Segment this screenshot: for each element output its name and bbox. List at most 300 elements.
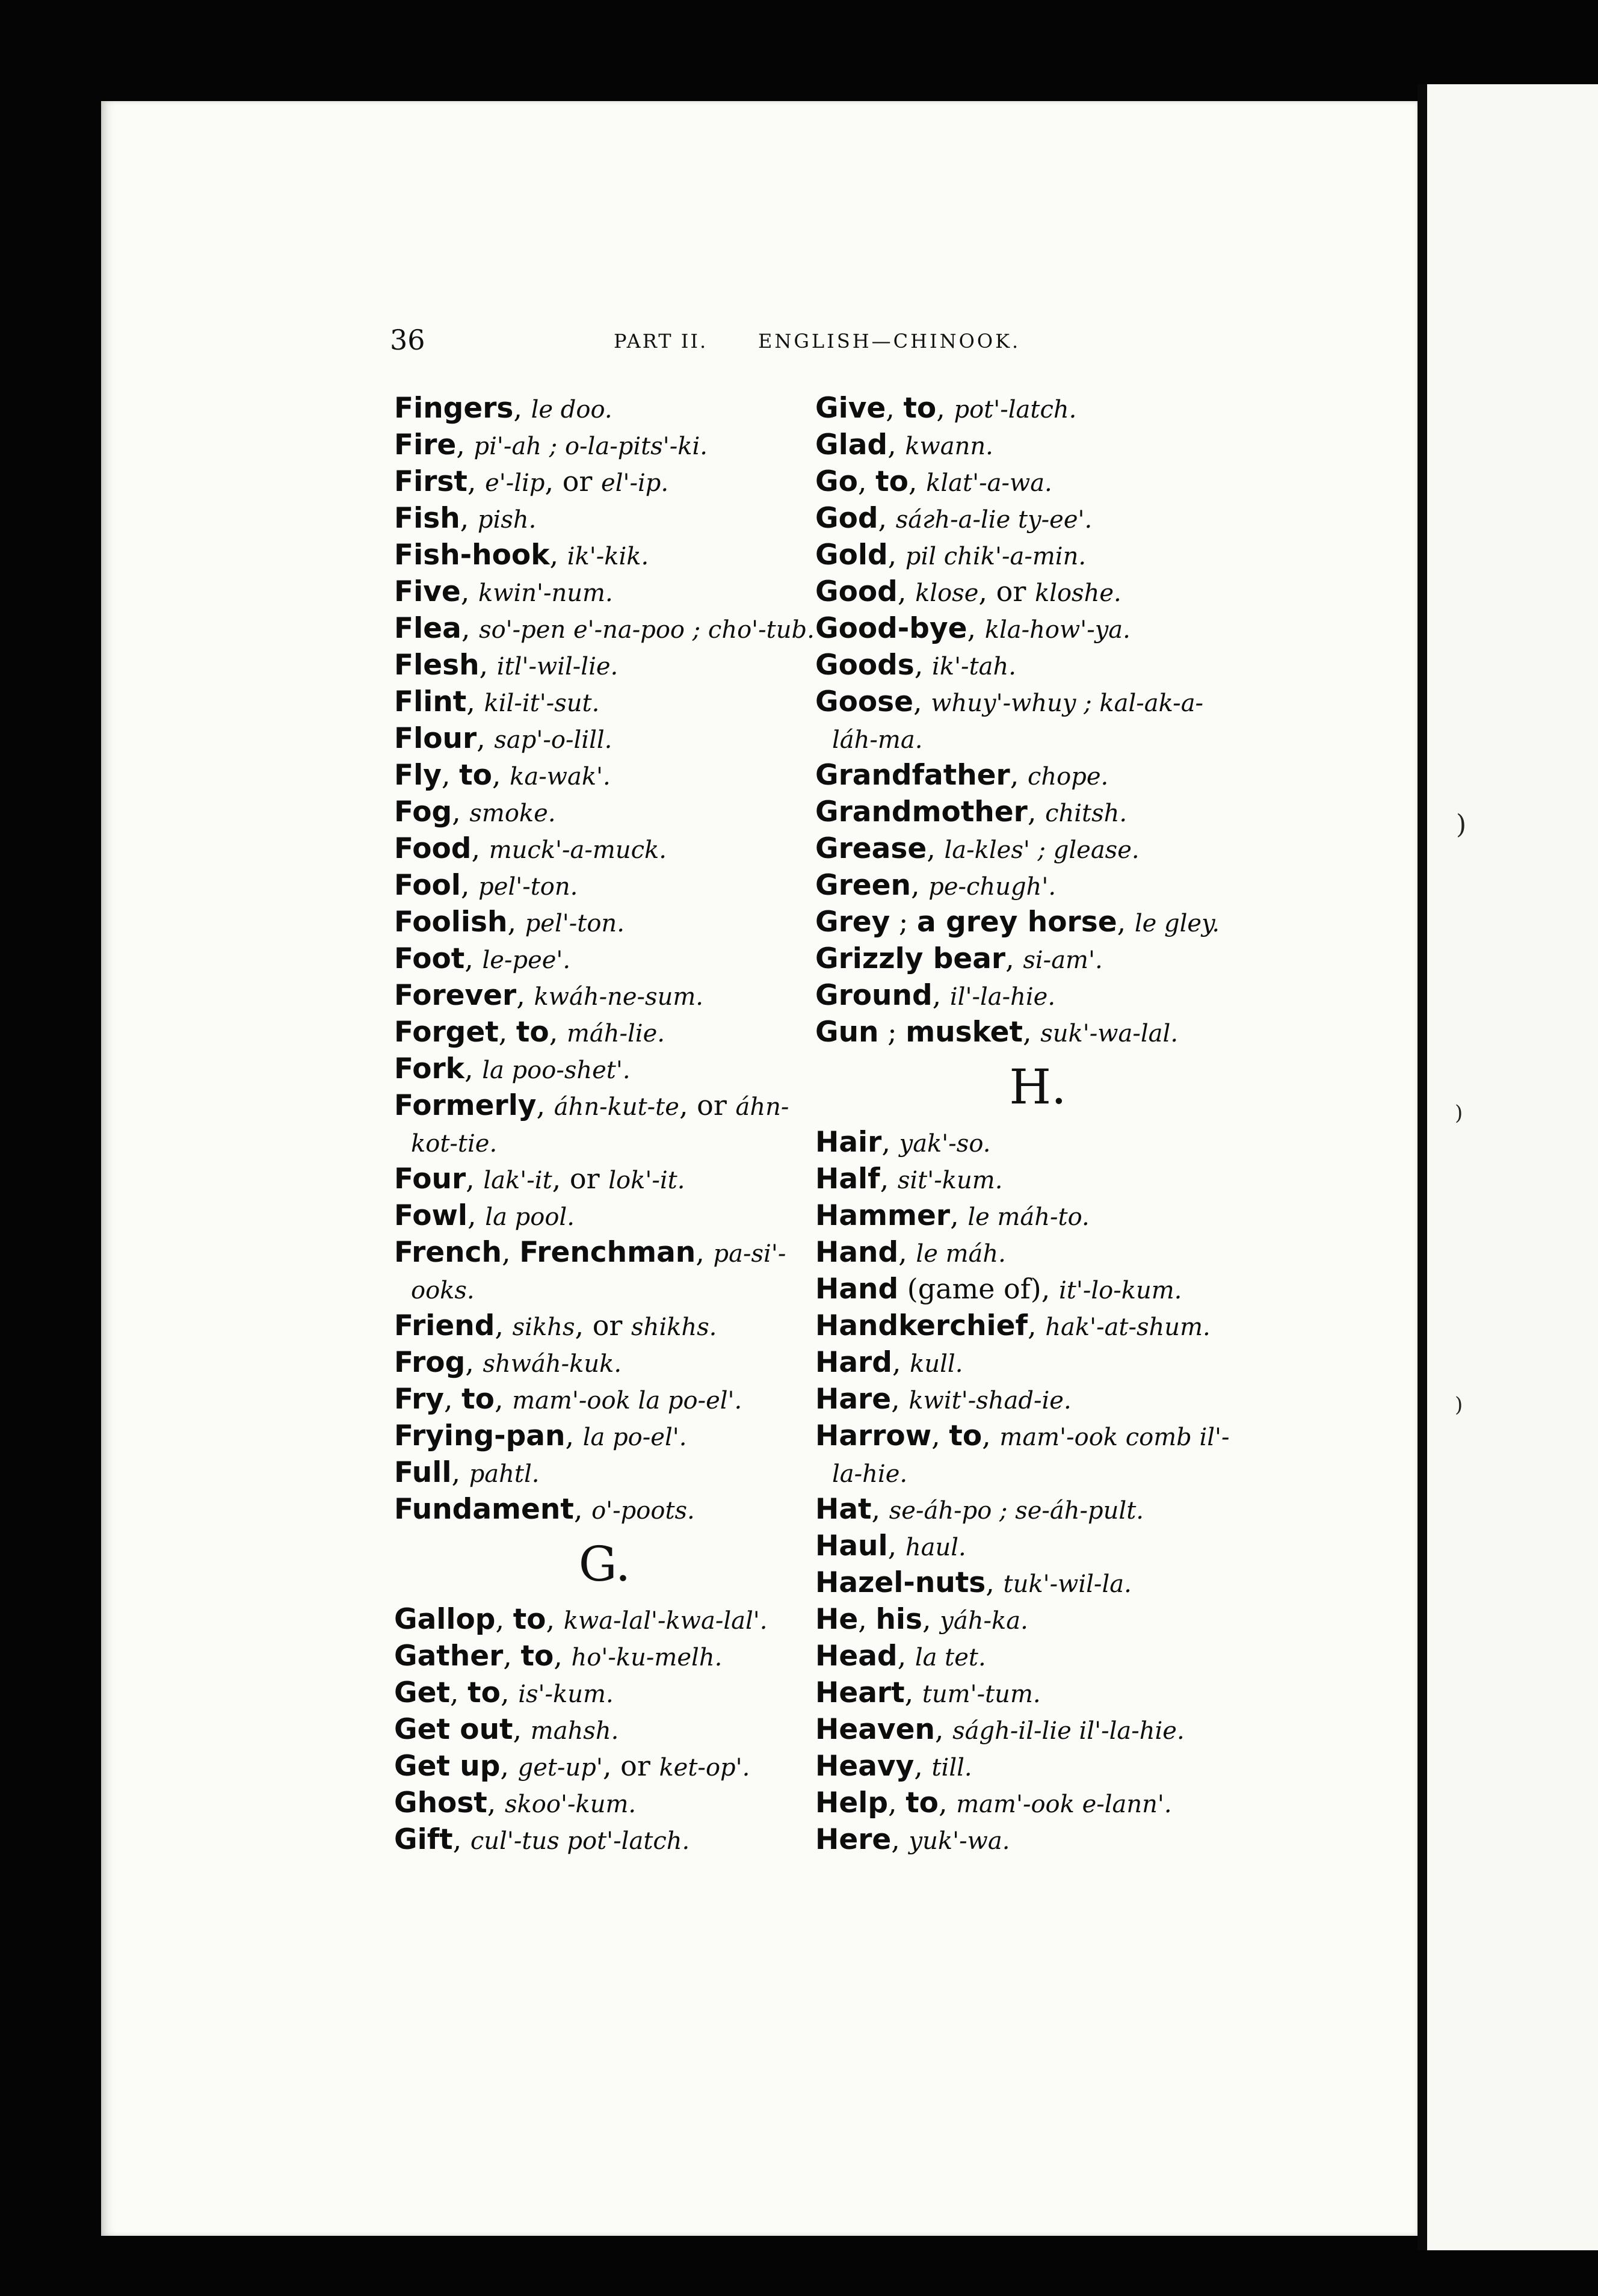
- entry-chinook-term: sáгh-a-lie ty-ee'.: [895, 506, 1093, 534]
- entry-separator: ,: [500, 1750, 518, 1782]
- dictionary-entry: [394, 1307, 815, 1344]
- entry-headword: Get: [394, 1676, 450, 1709]
- entry-chinook-term: il'-la-hie.: [949, 983, 1056, 1011]
- entry-chinook-term: ooks.: [411, 1277, 475, 1304]
- entry-separator: ,: [950, 1199, 968, 1232]
- dictionary-entry: [815, 794, 1260, 830]
- entry-chinook-term: kwann.: [905, 433, 993, 460]
- entry-separator: ,: [913, 685, 931, 718]
- entry-separator: ,: [467, 1199, 486, 1232]
- entry-chinook-term: láh-ma.: [832, 726, 923, 754]
- entry-chinook-term: la poo-shet'.: [482, 1057, 631, 1084]
- dictionary-entry: [394, 1014, 815, 1051]
- entry-chinook-term: shwáh-kuk.: [483, 1350, 622, 1378]
- entry-separator: ,: [465, 1346, 483, 1378]
- entry-chinook-term: lok'-it.: [608, 1167, 685, 1194]
- entry-headword: Grizzly bear: [815, 942, 1006, 975]
- entry-separator: ,: [857, 465, 876, 498]
- entry-separator: ,: [1027, 1309, 1046, 1342]
- entry-headword: Fire: [394, 428, 457, 461]
- entry-headword: Fundament: [394, 1493, 574, 1526]
- facing-page-mark: ): [1456, 809, 1467, 840]
- entry-headword: Formerly: [394, 1089, 537, 1122]
- entry-separator: ,: [897, 575, 916, 608]
- dictionary-entry: [394, 1197, 815, 1234]
- entry-chinook-term: áhn-: [735, 1093, 789, 1121]
- entry-separator: ,: [536, 1089, 554, 1122]
- dictionary-entry: [815, 940, 1260, 977]
- entry-chinook-term: chope.: [1027, 763, 1109, 791]
- entry-headword: Frenchman: [519, 1236, 696, 1269]
- dictionary-entry: [815, 1381, 1260, 1418]
- entry-separator: ,: [858, 1603, 876, 1635]
- entry-separator: ,: [914, 649, 933, 681]
- entry-headword: Five: [394, 575, 461, 608]
- entry-separator: ,: [466, 1162, 484, 1195]
- entry-chinook-term: la-hie.: [832, 1460, 908, 1488]
- entry-headword: Flint: [394, 685, 467, 718]
- section-letter-heading: H.: [1009, 1059, 1067, 1115]
- entry-separator: ,: [467, 465, 486, 498]
- entry-headword: Goods: [815, 649, 915, 682]
- entry-headword: Foolish: [394, 906, 508, 939]
- entry-headword: Grandfather: [815, 759, 1010, 792]
- entry-separator: ,: [1010, 759, 1028, 791]
- entry-chinook-term: pa-si'-: [713, 1240, 786, 1268]
- dictionary-entry: [394, 1344, 815, 1381]
- entry-headword: Fingers: [394, 392, 514, 425]
- entry-headword: Fly: [394, 759, 442, 792]
- entry-separator: ,: [460, 502, 478, 534]
- entry-chinook-term: shikhs.: [631, 1313, 717, 1341]
- dictionary-entry: [394, 1161, 815, 1197]
- entry-headword: Gold: [815, 539, 888, 572]
- dictionary-entry: [394, 940, 815, 977]
- entry-chinook-term: ka-wak'.: [510, 763, 611, 791]
- entry-separator: ,: [1027, 795, 1046, 828]
- entry-separator: ,: [914, 1750, 932, 1782]
- dictionary-entry: [815, 1748, 1260, 1785]
- entry-separator: ,: [932, 979, 950, 1011]
- dictionary-entry: [815, 1344, 1260, 1381]
- dictionary-entry: [394, 904, 815, 940]
- entry-headword: to: [905, 1786, 939, 1819]
- entry-headword: Half: [815, 1162, 880, 1196]
- entry-headword: Flesh: [394, 649, 480, 682]
- dictionary-entry: [815, 1821, 1260, 1858]
- entry-headword: to: [949, 1419, 983, 1452]
- entry-chinook-term: smoke.: [469, 800, 556, 827]
- entry-chinook-term: haul.: [905, 1534, 966, 1561]
- entry-chinook-term: so'-pen e'-na-poo ; cho'-tub.: [479, 616, 815, 644]
- entry-headword: Fish-hook: [394, 539, 550, 572]
- dictionary-entry: [394, 1087, 815, 1124]
- entry-headword: Hazel-nuts: [815, 1566, 986, 1599]
- entry-chinook-term: pi'-ah ; o-la-pits'-ki.: [474, 433, 708, 460]
- entry-chinook-term: kull.: [910, 1350, 963, 1378]
- entry-chinook-term: pish.: [477, 506, 537, 534]
- dictionary-entry: [815, 1601, 1260, 1638]
- entry-chinook-term: yak'-so.: [899, 1130, 991, 1158]
- entry-separator: ,: [500, 1676, 519, 1709]
- entry-chinook-term: whuy'-whuy ; kal-ak-a-: [931, 690, 1204, 717]
- dictionary-entry: [394, 1491, 815, 1528]
- entry-separator: ,: [886, 392, 904, 424]
- entry-separator: ,: [898, 1236, 916, 1268]
- binding-gutter: [1418, 84, 1427, 2250]
- entry-separator: ,: [910, 869, 929, 901]
- entry-headword: Get out: [394, 1713, 513, 1746]
- dictionary-entry: [394, 1674, 815, 1711]
- dictionary-entry: [815, 1491, 1260, 1528]
- dictionary-entry: [815, 537, 1260, 573]
- facing-page-edge: [1427, 84, 1598, 2250]
- entry-chinook-term: ho'-ku-melh.: [571, 1644, 723, 1671]
- entry-chinook-term: le doo.: [531, 396, 612, 424]
- dictionary-entry: [394, 1785, 815, 1821]
- entry-headword: Heart: [815, 1676, 905, 1709]
- entry-separator: ,: [1005, 942, 1023, 975]
- entry-separator: ;: [878, 1016, 906, 1048]
- entry-chinook-term: le-pee'.: [482, 946, 571, 974]
- dictionary-entry-continuation: [815, 720, 1260, 757]
- entry-headword: Green: [815, 869, 911, 902]
- entry-headword: his: [875, 1603, 923, 1636]
- entry-headword: Friend: [394, 1309, 495, 1342]
- dictionary-entry: [815, 830, 1260, 867]
- entry-headword: Foot: [394, 942, 465, 975]
- entry-separator: ,: [934, 1713, 953, 1745]
- entry-headword: Flea: [394, 612, 461, 645]
- entry-chinook-term: tuk'-wil-la.: [1003, 1570, 1132, 1598]
- entry-separator: ,: [936, 392, 954, 424]
- entry-separator: ,: [495, 1309, 513, 1342]
- entry-chinook-term: mam'-ook comb il'-: [999, 1424, 1230, 1451]
- entry-separator: ,: [451, 1456, 469, 1489]
- entry-headword: Grey: [815, 906, 890, 939]
- entry-separator: ,: [881, 1126, 899, 1158]
- entry-headword: Head: [815, 1640, 898, 1673]
- dictionary-entry: [394, 867, 815, 904]
- dictionary-entry: [394, 1821, 815, 1858]
- entry-headword: Ground: [815, 979, 933, 1012]
- entry-separator: ,: [904, 1676, 922, 1709]
- entry-separator: ,: [464, 1052, 483, 1085]
- entry-headword: to: [516, 1016, 549, 1049]
- entry-headword: He: [815, 1603, 859, 1636]
- left-column: [394, 390, 815, 1858]
- entry-headword: Grease: [815, 832, 927, 865]
- dictionary-entry: [815, 977, 1260, 1014]
- entry-chinook-term: kwin'-num.: [478, 579, 613, 607]
- dictionary-entry: [815, 1197, 1260, 1234]
- entry-separator: ,: [466, 685, 484, 718]
- entry-chinook-term: e'-lip: [485, 469, 545, 497]
- entry-separator: ,: [452, 1823, 470, 1856]
- entry-headword: Goose: [815, 685, 914, 718]
- dictionary-entry: [394, 427, 815, 463]
- entry-headword: to: [467, 1676, 501, 1709]
- entry-chinook-term: áhn-kut-te: [554, 1093, 679, 1121]
- dictionary-entry: [815, 684, 1260, 720]
- entry-headword: Help: [815, 1786, 888, 1819]
- dictionary-entry: [394, 537, 815, 573]
- entry-chinook-term: sikhs: [512, 1313, 575, 1341]
- dictionary-entry: [394, 1638, 815, 1674]
- entry-chinook-term: mam'-ook e-lann'.: [956, 1791, 1172, 1818]
- entry-chinook-term: it'-lo-kum.: [1058, 1277, 1182, 1304]
- entry-separator: ,: [880, 1162, 898, 1195]
- dictionary-entry: [815, 1564, 1260, 1601]
- dictionary-entry: [394, 463, 815, 500]
- entry-separator: ,: [927, 832, 945, 865]
- entry-separator: ,: [492, 759, 510, 791]
- dictionary-entry: [394, 390, 815, 427]
- entry-separator: ,: [507, 906, 525, 938]
- entry-separator: ,: [452, 795, 470, 828]
- dictionary-entry-continuation: [394, 1271, 815, 1307]
- dictionary-entry: [815, 1711, 1260, 1748]
- dictionary-entry: [815, 1638, 1260, 1674]
- entry-chinook-term: ket-op'.: [659, 1754, 750, 1782]
- entry-separator: , or: [978, 575, 1035, 608]
- entry-separator: ,: [471, 832, 489, 865]
- entry-chinook-term: mam'-ook la po-el'.: [512, 1387, 742, 1415]
- entry-separator: ,: [696, 1236, 714, 1268]
- running-head: [390, 324, 1022, 360]
- entry-headword: Good: [815, 575, 898, 608]
- entry-chinook-term: pel'-ton.: [525, 910, 625, 937]
- dictionary-entry: [815, 647, 1260, 684]
- entry-separator: ,: [479, 649, 497, 681]
- facing-page-mark: ): [1455, 1393, 1463, 1417]
- entry-separator: , or: [552, 1162, 609, 1195]
- dictionary-entry: [815, 1124, 1260, 1161]
- entry-headword: Here: [815, 1823, 892, 1856]
- entry-separator: ,: [464, 942, 483, 975]
- dictionary-entry: [815, 1234, 1260, 1271]
- entry-separator: ,: [887, 1529, 905, 1562]
- entry-chinook-term: kwit'-shad-ie.: [909, 1387, 1072, 1415]
- entry-separator: ,: [938, 1786, 957, 1819]
- entry-headword: Fry: [394, 1383, 444, 1416]
- entry-headword: Gun: [815, 1016, 879, 1049]
- entry-headword: Frying-pan: [394, 1419, 566, 1452]
- entry-chinook-term: kwáh-ne-sum.: [534, 983, 703, 1011]
- entry-chinook-term: o'-poots.: [591, 1497, 695, 1525]
- entry-chinook-term: till.: [931, 1754, 972, 1782]
- entry-headword: Four: [394, 1162, 466, 1196]
- dictionary-entry: [394, 1601, 815, 1638]
- entry-separator: , or: [602, 1750, 659, 1782]
- entry-separator: ,: [887, 428, 905, 461]
- right-column: [815, 390, 1260, 1858]
- entry-chinook-term: pel'-ton.: [478, 873, 578, 901]
- entry-chinook-term: suk'-wa-lal.: [1040, 1020, 1179, 1048]
- dictionary-entry: [394, 830, 815, 867]
- entry-headword: Good-bye: [815, 612, 967, 645]
- entry-chinook-term: la po-el'.: [582, 1424, 687, 1451]
- dictionary-entry: [815, 1307, 1260, 1344]
- dictionary-entry: [815, 463, 1260, 500]
- entry-headword: Handkerchief: [815, 1309, 1028, 1342]
- entry-chinook-term: si-am'.: [1023, 946, 1103, 974]
- entry-chinook-term: kil-it'-sut.: [484, 690, 600, 717]
- entry-separator: , or: [679, 1089, 736, 1122]
- entry-headword: Give: [815, 392, 886, 425]
- dictionary-entry: [815, 1014, 1260, 1051]
- dictionary-entry: [815, 610, 1260, 647]
- dictionary-entry: [815, 1785, 1260, 1821]
- entry-chinook-term: kloshe.: [1034, 579, 1121, 607]
- dictionary-entry: [394, 1748, 815, 1785]
- entry-chinook-term: la-kles' ; glease.: [944, 836, 1140, 864]
- entry-chinook-term: sit'-kum.: [897, 1167, 1003, 1194]
- entry-headword: Forever: [394, 979, 517, 1012]
- entry-separator: (game of),: [898, 1273, 1059, 1305]
- entry-headword: Fog: [394, 795, 452, 829]
- entry-separator: ,: [931, 1419, 949, 1452]
- page-number: 36: [390, 324, 425, 356]
- entry-separator: ,: [449, 1676, 468, 1709]
- entry-headword: musket: [905, 1016, 1023, 1049]
- entry-chinook-term: tum'-tum.: [922, 1680, 1041, 1708]
- entry-headword: Fowl: [394, 1199, 468, 1232]
- entry-chinook-term: el'-ip.: [601, 469, 669, 497]
- entry-separator: ,: [892, 1346, 910, 1378]
- entry-chinook-term: kwa-lal'-kwa-lal'.: [563, 1607, 768, 1635]
- entry-separator: ,: [460, 869, 479, 901]
- entry-headword: to: [903, 392, 937, 425]
- dictionary-entry: [815, 573, 1260, 610]
- entry-chinook-term: le máh-to.: [967, 1203, 1090, 1231]
- entry-separator: , or: [544, 465, 602, 498]
- entry-separator: ,: [554, 1640, 572, 1672]
- entry-separator: ,: [982, 1419, 1000, 1452]
- entry-headword: Hat: [815, 1493, 872, 1526]
- dictionary-entry: [394, 1381, 815, 1418]
- entry-headword: First: [394, 465, 467, 498]
- entry-separator: ,: [513, 1713, 531, 1745]
- dictionary-entry: [394, 610, 815, 647]
- entry-headword: French: [394, 1236, 502, 1269]
- entry-separator: ,: [441, 759, 460, 791]
- entry-separator: ,: [549, 1016, 567, 1048]
- dictionary-entry: [815, 867, 1260, 904]
- entry-chinook-term: la pool.: [485, 1203, 575, 1231]
- dictionary-entry: [394, 1418, 815, 1454]
- entry-chinook-term: chitsh.: [1045, 800, 1128, 827]
- entry-chinook-term: sap'-o-lill.: [494, 726, 612, 754]
- entry-headword: Go: [815, 465, 858, 498]
- entry-chinook-term: kla-how'-ya.: [984, 616, 1131, 644]
- entry-chinook-term: klat'-a-wa.: [926, 469, 1052, 497]
- entry-chinook-term: pot'-latch.: [954, 396, 1077, 424]
- entry-headword: Grandmother: [815, 795, 1028, 829]
- entry-chinook-term: is'-kum.: [518, 1680, 614, 1708]
- entry-headword: Fool: [394, 869, 461, 902]
- entry-chinook-term: yuk'-wa.: [909, 1827, 1010, 1855]
- entry-chinook-term: ik'-tah.: [932, 653, 1016, 680]
- dictionary-entry-continuation: [394, 1124, 815, 1161]
- dictionary-entry: [815, 904, 1260, 940]
- entry-headword: to: [520, 1640, 554, 1673]
- entry-headword: Heavy: [815, 1750, 915, 1783]
- entry-separator: ,: [922, 1603, 940, 1635]
- dictionary-entry: [815, 1418, 1260, 1454]
- entry-headword: Hare: [815, 1383, 892, 1416]
- entry-chinook-term: lak'-it: [483, 1167, 552, 1194]
- entry-separator: ,: [573, 1493, 592, 1525]
- entry-separator: , or: [575, 1309, 632, 1342]
- dictionary-entry: [394, 794, 815, 830]
- dictionary-entry: [815, 757, 1260, 794]
- dictionary-entry: [394, 977, 815, 1014]
- entry-headword: Gift: [394, 1823, 453, 1856]
- entry-separator: ,: [456, 428, 474, 461]
- dictionary-entry: [394, 573, 815, 610]
- dictionary-entry: [394, 684, 815, 720]
- entry-chinook-term: máh-lie.: [566, 1020, 665, 1048]
- entry-headword: to: [459, 759, 492, 792]
- entry-separator: ,: [549, 539, 567, 571]
- dictionary-entry: [394, 720, 815, 757]
- dictionary-entry: [394, 1051, 815, 1087]
- entry-chinook-term: mahsh.: [530, 1717, 619, 1745]
- entry-separator: ,: [1023, 1016, 1041, 1048]
- entry-chinook-term: klose: [915, 579, 979, 607]
- entry-headword: Gather: [394, 1640, 504, 1673]
- entry-headword: Hair: [815, 1126, 882, 1159]
- entry-separator: ,: [546, 1603, 564, 1635]
- entry-headword: Hard: [815, 1346, 892, 1379]
- entry-chinook-term: pahtl.: [469, 1460, 540, 1488]
- dictionary-entry: [394, 757, 815, 794]
- entry-headword: Hand: [815, 1273, 899, 1306]
- entry-headword: Heaven: [815, 1713, 935, 1746]
- entry-separator: ,: [967, 612, 985, 644]
- dictionary-entry: [394, 1234, 815, 1271]
- entry-chinook-term: pe-chugh'.: [928, 873, 1057, 901]
- entry-separator: ,: [891, 1383, 909, 1415]
- entry-separator: ;: [890, 906, 918, 938]
- dictionary-entry: [815, 427, 1260, 463]
- entry-headword: Get up: [394, 1750, 501, 1783]
- entry-chinook-term: skoo'-kum.: [505, 1791, 637, 1818]
- entry-headword: Gallop: [394, 1603, 496, 1636]
- dictionary-entry: [815, 500, 1260, 537]
- entry-separator: ,: [887, 1786, 906, 1819]
- entry-chinook-term: le gley.: [1134, 910, 1220, 937]
- dictionary-entry: [815, 1674, 1260, 1711]
- entry-separator: ,: [1117, 906, 1135, 938]
- entry-separator: ,: [503, 1640, 521, 1672]
- entry-headword: to: [875, 465, 909, 498]
- entry-separator: ,: [565, 1419, 583, 1452]
- entry-headword: Full: [394, 1456, 452, 1489]
- entry-chinook-term: muck'-a-muck.: [489, 836, 667, 864]
- entry-chinook-term: se-áh-po ; se-áh-pult.: [889, 1497, 1144, 1525]
- entry-headword: Glad: [815, 428, 888, 461]
- entry-headword: Hand: [815, 1236, 899, 1269]
- entry-chinook-term: hak'-at-shum.: [1045, 1313, 1211, 1341]
- entry-headword: Fish: [394, 502, 460, 535]
- entry-chinook-term: cul'-tus pot'-latch.: [470, 1827, 690, 1855]
- entry-headword: Harrow: [815, 1419, 932, 1452]
- entry-separator: ,: [443, 1383, 462, 1415]
- entry-separator: ,: [501, 1236, 520, 1268]
- entry-chinook-term: yáh-ka.: [940, 1607, 1028, 1635]
